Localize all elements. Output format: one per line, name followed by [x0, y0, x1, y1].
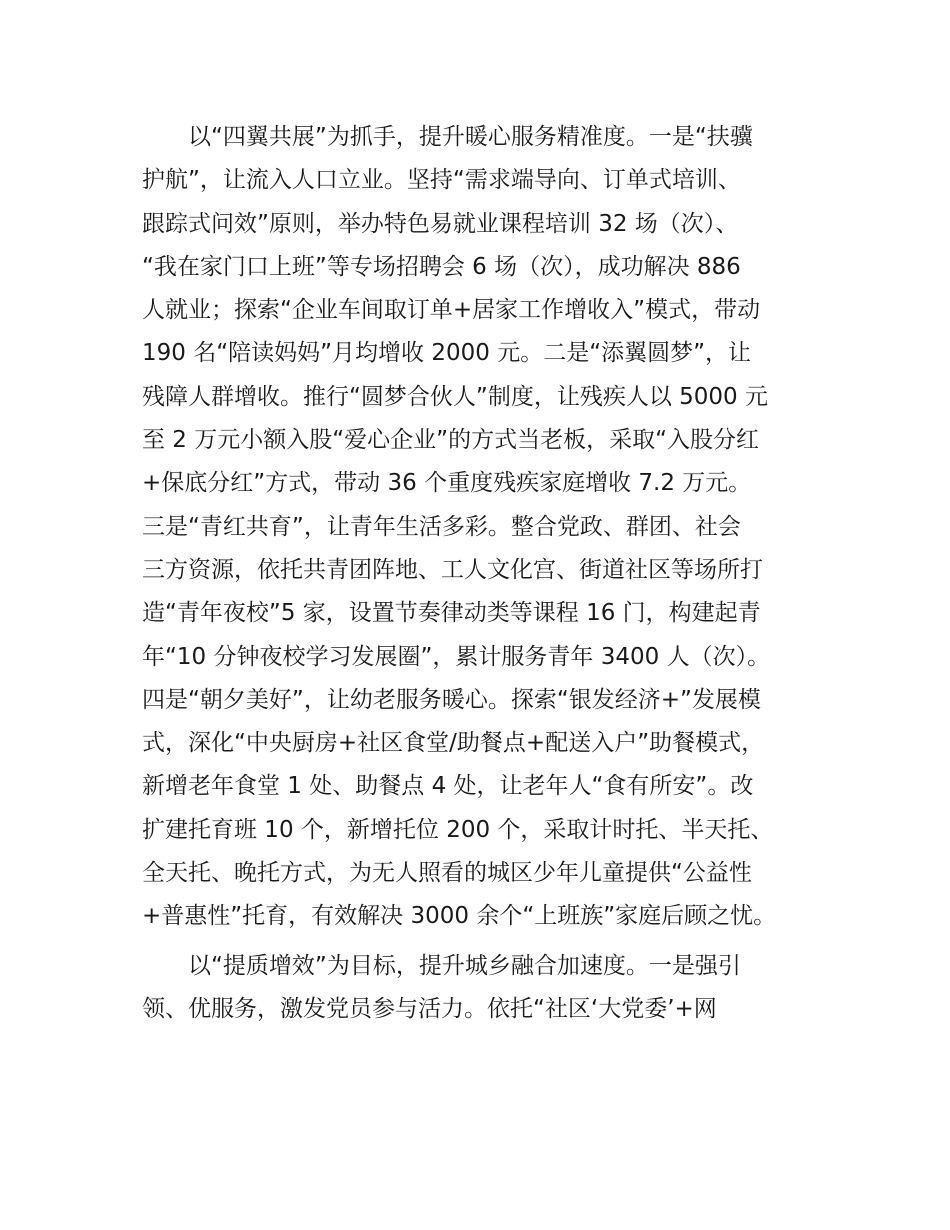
paragraph-2 [142, 945, 832, 1032]
text-line: +普惠性”托育，有效解决 3000 余个“上班族”家庭后顾之忧。 [142, 903, 777, 930]
text-line: 领、优服务，激发党员参与活力。依托“社区‘大党委’+网 [142, 995, 717, 1022]
text-line: 新增老年食堂 1 处、助餐点 4 处，让老年人“食有所安”。改 [142, 773, 754, 800]
text-line: 三方资源，依托共青团阵地、工人文化宫、街道社区等场所打 [142, 556, 763, 583]
text-line: 190 名“陪读妈妈”月均增收 2000 元。二是“添翼圆梦”，让 [142, 340, 752, 367]
text-line: +保底分红”方式，带动 36 个重度残疾家庭增收 7.2 万元。 [142, 470, 752, 497]
text-line: 全天托、晚托方式，为无人照看的城区少年儿童提供“公益性 [142, 860, 752, 887]
text-line: 式，深化“中央厨房+社区食堂/助餐点+配送入户”助餐模式， [142, 730, 765, 757]
text-line: 扩建托育班 10 个，新增托位 200 个，采取计时托、半天托、 [142, 816, 774, 843]
text-line: 以“四翼共展”为抓手，提升暖心服务精准度。一是“扶骥 [142, 124, 753, 150]
text-line: 以“提质增效”为目标，提升城乡融合加速度。一是强引 [142, 952, 741, 979]
document-body [142, 116, 832, 1031]
text-line: 四是“朝夕美好”，让幼老服务暖心。探索“银发经济+”发展模 [142, 686, 761, 713]
text-line: 年“10 分钟夜校学习发展圈”，累计服务青年 3400 人（次）。 [142, 643, 771, 670]
text-line: 残障人群增收。推行“圆梦合伙人”制度，让残疾人以 5000 元 [142, 383, 768, 410]
text-line: 人就业；探索“企业车间取订单+居家工作增收入”模式，带动 [142, 297, 761, 324]
text-line: 三是“青红共育”，让青年生活多彩。整合党政、群团、社会 [142, 513, 741, 540]
text-line: 至 2 万元小额入股“爱心企业”的方式当老板，采取“入股分红 [142, 427, 760, 454]
paragraph-1 [142, 116, 832, 939]
text-line: 护航”，让流入人口立业。坚持“需求端导向、订单式培训、 [142, 167, 741, 194]
text-line: “我在家门口上班”等专场招聘会 6 场（次），成功解决 886 [142, 253, 741, 280]
text-line: 造“青年夜校”5 家，设置节奏律动类等课程 16 门，构建起青 [142, 600, 761, 627]
text-line: 跟踪式问效”原则，举办特色易就业课程培训 32 场（次）、 [142, 210, 739, 237]
